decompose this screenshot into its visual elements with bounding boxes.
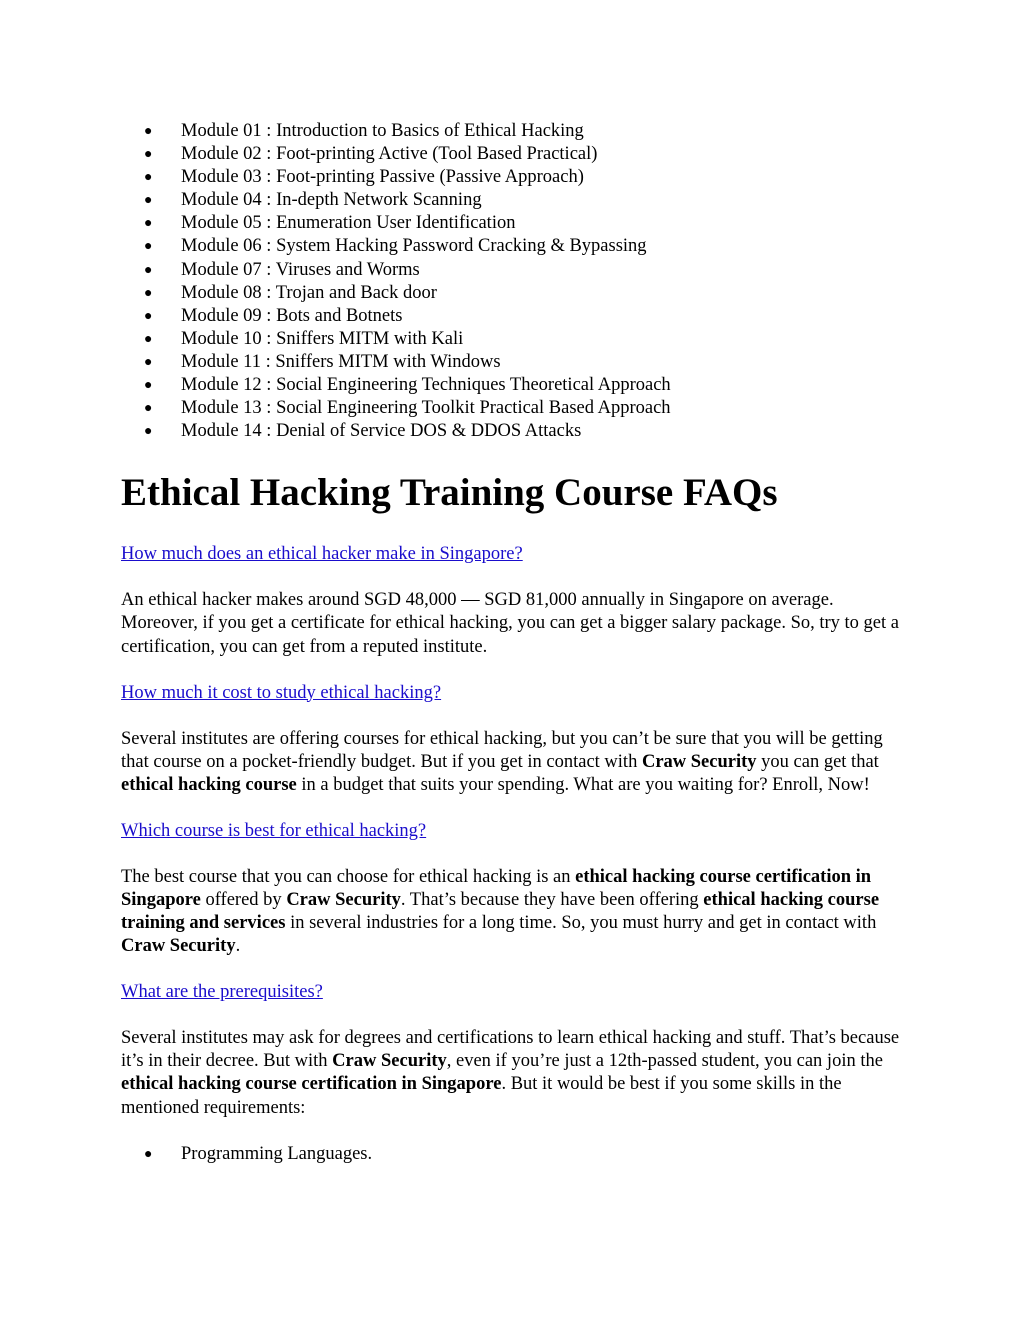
bullet-icon: ● bbox=[144, 308, 153, 324]
list-item: ● Module 14 : Denial of Service DOS & DDOS Attacks bbox=[121, 420, 911, 443]
list-item: ● Module 06 : System Hacking Password Cracking & Bypassing bbox=[121, 235, 911, 258]
faq-question-link[interactable]: Which course is best for ethical hacking? bbox=[121, 820, 427, 841]
list-item: ● Module 13 : Social Engineering Toolkit Practical Based Approach bbox=[121, 397, 911, 420]
answer-text: Several institutes are offering courses for ethical hacking, but you can’t be sure that you will be getting that course on a pocket-friendly budget. But if you get in contact with bbox=[121, 728, 883, 772]
bold-text: ethical hacking course certification in Singapore bbox=[121, 866, 872, 910]
answer-text: Several institutes may ask for degrees and certifications to learn ethical hacking and stuff. That’s because it’s in their decree. But with bbox=[121, 1028, 900, 1072]
faq-answer bbox=[121, 1027, 911, 1119]
module-list bbox=[121, 120, 911, 443]
bullet-icon: ● bbox=[144, 239, 153, 255]
answer-text: in a budget that suits your spending. What are you waiting for? Enroll, Now! bbox=[296, 774, 870, 795]
list-item: ● Module 02 : Foot-printing Active (Tool Based Practical) bbox=[121, 143, 911, 166]
bullet-icon: ● bbox=[144, 262, 153, 278]
list-item: ● Module 04 : In-depth Network Scanning bbox=[121, 189, 911, 212]
bullet-icon: ● bbox=[144, 331, 153, 347]
answer-text: The best course that you can choose for ethical hacking is an bbox=[121, 866, 576, 887]
answer-text: you can get that bbox=[756, 751, 879, 772]
bold-text: ethical hacking course bbox=[121, 774, 297, 795]
bold-text: ethical hacking course certification in Singapore bbox=[121, 1074, 502, 1095]
faq-question-link[interactable]: How much does an ethical hacker make in Singapore? bbox=[121, 544, 523, 565]
bullet-icon: ● bbox=[144, 170, 153, 186]
document-page bbox=[121, 120, 911, 1166]
answer-text: in several industries for a long time. So, you must hurry and get in contact with bbox=[285, 913, 877, 934]
answer-text: offered by bbox=[200, 889, 287, 910]
bullet-icon: ● bbox=[144, 193, 153, 209]
faq-question-link[interactable]: How much it cost to study ethical hacking? bbox=[121, 682, 442, 703]
list-item: ● Module 07 : Viruses and Worms bbox=[121, 259, 911, 282]
answer-text: . That’s because they have been offering bbox=[400, 889, 704, 910]
bold-text: Craw Security bbox=[332, 1051, 447, 1072]
bold-text: Craw Security bbox=[641, 751, 757, 772]
list-item: ● Module 08 : Trojan and Back door bbox=[121, 282, 911, 305]
bullet-icon: ● bbox=[144, 124, 153, 139]
bold-text: Craw Security bbox=[286, 889, 401, 910]
faq-answer bbox=[121, 866, 911, 958]
bullet-icon: ● bbox=[144, 285, 153, 301]
bullet-icon: ● bbox=[144, 401, 153, 417]
list-item: ● Module 10 : Sniffers MITM with Kali bbox=[121, 328, 911, 351]
answer-text: . bbox=[235, 936, 241, 957]
bullet-icon: ● bbox=[144, 147, 153, 163]
list-item: ● Module 11 : Sniffers MITM with Windows bbox=[121, 351, 911, 374]
faq-answer bbox=[121, 728, 911, 797]
list-item: ● Module 12 : Social Engineering Techniques Theoretical Approach bbox=[121, 374, 911, 397]
bold-text: Craw Security bbox=[121, 936, 236, 957]
requirements-list bbox=[121, 1143, 911, 1166]
list-item: ● Module 03 : Foot-printing Passive (Passive Approach) bbox=[121, 166, 911, 189]
bullet-icon: ● bbox=[144, 1146, 153, 1162]
bullet-icon: ● bbox=[144, 424, 153, 440]
faq-answer bbox=[121, 589, 911, 658]
bold-text: ethical hacking course training and services bbox=[121, 889, 880, 934]
answer-text: . But it would be best if you some skills in the mentioned requirements: bbox=[121, 1074, 842, 1118]
bullet-icon: ● bbox=[144, 216, 153, 232]
list-item: ● Module 05 : Enumeration User Identification bbox=[121, 212, 911, 235]
answer-text: , even if you’re just a 12th-passed student, you can join the bbox=[446, 1051, 883, 1072]
list-item: ● Module 09 : Bots and Botnets bbox=[121, 305, 911, 328]
faq-question-link[interactable]: What are the prerequisites? bbox=[121, 982, 323, 1003]
bullet-icon: ● bbox=[144, 354, 153, 370]
bullet-icon: ● bbox=[144, 378, 153, 394]
list-item: ● Programming Languages. bbox=[121, 1143, 911, 1166]
answer-text: An ethical hacker makes around SGD 48,000 — SGD 81,000 annually in Singapore on average. Moreover, if you get a certificate for ethical hacking, you can get a bigger salary package. So, try to get a certification, you can get from a reputed institute. bbox=[121, 590, 899, 657]
faq-heading: Ethical Hacking Training Course FAQs bbox=[121, 471, 778, 515]
list-item: ● Module 01 : Introduction to Basics of Ethical Hacking bbox=[121, 120, 911, 143]
